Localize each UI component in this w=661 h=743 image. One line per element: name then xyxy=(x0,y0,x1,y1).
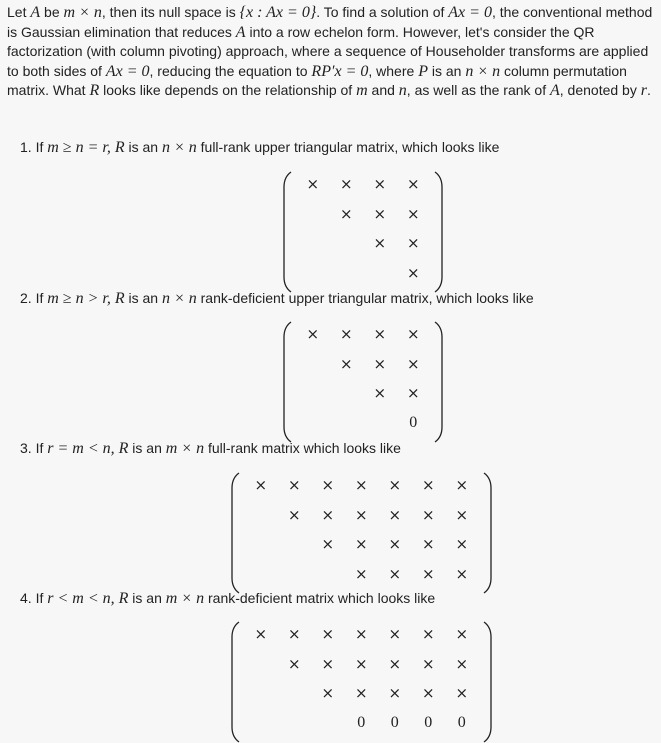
matrix-nonzero-entry: × xyxy=(339,175,353,193)
intro-text: into a row echelon form. However, let's consider the QR factorization (with column pivoting) approach, where a sequence of Householder transforms are applied to both sides of xyxy=(7,23,649,79)
matrix-nonzero-entry: × xyxy=(455,564,469,583)
matrix-nonzero-entry: × xyxy=(354,684,368,702)
case-dims: n × n xyxy=(161,290,197,307)
matrix-nonzero-entry: × xyxy=(321,535,335,553)
case-condition: r < m < n, R xyxy=(47,590,129,607)
matrix-nonzero-entry: × xyxy=(321,654,335,673)
matrix-nonzero-entry: × xyxy=(421,654,435,673)
matrix-zero-entry: 0 xyxy=(390,713,399,731)
matrix-nonzero-entry: × xyxy=(321,625,335,643)
matrix-nonzero-entry: × xyxy=(388,535,402,553)
matrix-zero-entry: 0 xyxy=(457,713,466,731)
math-dims: n × n xyxy=(465,62,501,80)
matrix-zero-entry: 0 xyxy=(424,713,433,731)
intro-text: , then its null space is xyxy=(101,4,240,20)
matrix-nonzero-entry: × xyxy=(373,354,387,373)
matrix-nonzero-entry: × xyxy=(287,654,301,673)
matrix-nonzero-entry: × xyxy=(455,625,469,643)
intro-text: , where xyxy=(368,62,419,79)
matrix-nonzero-entry: × xyxy=(306,175,320,193)
matrix-nonzero-entry: × xyxy=(406,263,420,282)
matrix-nonzero-entry: × xyxy=(406,234,420,252)
matrix-nonzero-entry: × xyxy=(354,505,368,524)
intro-text: , denoted by xyxy=(559,82,641,99)
case-condition: r = m < n, R xyxy=(47,440,129,457)
math-nullspace: {x : Ax = 0} xyxy=(239,4,317,21)
matrix-nonzero-entry: × xyxy=(421,535,435,553)
intro-text: looks like depends on the relationship of xyxy=(99,82,357,99)
math-equation: Ax = 0 xyxy=(448,4,492,21)
case-3-heading: 3. If r = m < n, R is an m × n full-rank matrix which looks like xyxy=(20,440,401,457)
intro-text: column permutation matrix. What xyxy=(7,62,627,99)
matrix-nonzero-entry: × xyxy=(373,384,387,402)
case-1-heading: 1. If m ≥ n = r, R is an n × n full-rank upper triangular matrix, which looks like xyxy=(20,139,500,156)
intro-text: , the conventional method is Gaussian elimination that reduces xyxy=(7,4,653,40)
math-P: P xyxy=(418,62,428,80)
math-A: A xyxy=(549,82,560,100)
matrix-nonzero-entry: × xyxy=(388,684,402,702)
matrix-nonzero-entry: × xyxy=(421,505,435,524)
matrix-nonzero-entry: × xyxy=(406,354,420,373)
case-condition: m ≥ n = r, R xyxy=(47,139,125,156)
case-dims: n × n xyxy=(161,139,197,156)
math-m: m xyxy=(356,82,368,100)
left-paren xyxy=(283,171,293,293)
matrix-nonzero-entry: × xyxy=(406,384,420,402)
matrix-nonzero-entry: × xyxy=(421,684,435,702)
matrix-nonzero-entry: × xyxy=(254,625,268,643)
case-4-heading: 4. If r < m < n, R is an m × n rank-deficient matrix which looks like xyxy=(20,590,436,607)
intro-text: Let xyxy=(7,4,31,20)
math-r: r xyxy=(640,82,647,100)
matrix-nonzero-entry: × xyxy=(321,684,335,702)
case-2-heading: 2. If m ≥ n > r, R is an n × n rank-deficient upper triangular matrix, which looks like xyxy=(20,290,534,307)
matrix-nonzero-entry: × xyxy=(388,476,402,494)
intro-paragraph xyxy=(7,3,657,101)
matrix-nonzero-entry: × xyxy=(354,535,368,553)
matrix-nonzero-entry: × xyxy=(421,476,435,494)
math-n: n xyxy=(398,82,407,100)
case-dims: m × n xyxy=(165,440,205,457)
matrix-nonzero-entry: × xyxy=(388,505,402,524)
matrix-nonzero-entry: × xyxy=(455,684,469,702)
right-paren xyxy=(433,171,443,293)
matrix-nonzero-entry: × xyxy=(321,505,335,524)
math-A: A xyxy=(30,4,41,21)
intro-text: be xyxy=(40,4,64,20)
math-dims: m × n xyxy=(63,4,102,21)
case-dims: m × n xyxy=(165,590,205,607)
intro-text: , as well as the rank of xyxy=(406,82,550,99)
math-R: R xyxy=(89,82,100,100)
matrix-nonzero-entry: × xyxy=(373,204,387,223)
right-paren xyxy=(433,321,443,443)
matrix-nonzero-entry: × xyxy=(373,325,387,343)
matrix-nonzero-entry: × xyxy=(287,505,301,524)
matrix-nonzero-entry: × xyxy=(339,354,353,373)
matrix-nonzero-entry: × xyxy=(306,325,320,343)
intro-text: , reducing the equation to xyxy=(149,62,312,79)
matrix-nonzero-entry: × xyxy=(339,204,353,223)
matrix-nonzero-entry: × xyxy=(254,476,268,494)
matrix-zero-entry: 0 xyxy=(357,713,366,731)
matrix-nonzero-entry: × xyxy=(421,625,435,643)
matrix-nonzero-entry: × xyxy=(339,325,353,343)
matrix-nonzero-entry: × xyxy=(354,564,368,583)
matrix-nonzero-entry: × xyxy=(388,654,402,673)
matrix-nonzero-entry: × xyxy=(388,625,402,643)
left-paren xyxy=(231,472,241,594)
matrix-nonzero-entry: × xyxy=(287,625,301,643)
matrix-nonzero-entry: × xyxy=(406,175,420,193)
matrix-nonzero-entry: × xyxy=(455,476,469,494)
matrix-case-3 xyxy=(231,472,492,594)
math-equation: Ax = 0 xyxy=(105,62,150,80)
matrix-nonzero-entry: × xyxy=(354,654,368,673)
matrix-nonzero-entry: × xyxy=(455,654,469,673)
matrix-nonzero-entry: × xyxy=(388,564,402,583)
math-reduced-equation: RP′x = 0 xyxy=(311,62,369,80)
case-condition: m ≥ n > r, R xyxy=(47,290,125,307)
matrix-nonzero-entry: × xyxy=(455,535,469,553)
matrix-nonzero-entry: × xyxy=(354,625,368,643)
matrix-nonzero-entry: × xyxy=(406,204,420,223)
matrix-case-1 xyxy=(283,171,443,293)
matrix-nonzero-entry: × xyxy=(421,564,435,583)
math-A: A xyxy=(235,23,246,41)
matrix-nonzero-entry: × xyxy=(406,325,420,343)
intro-text: . To find a solution of xyxy=(316,4,449,20)
matrix-nonzero-entry: × xyxy=(321,476,335,494)
intro-text: . xyxy=(646,82,651,99)
matrix-nonzero-entry: × xyxy=(373,175,387,193)
matrix-zero-entry: 0 xyxy=(409,413,418,431)
matrix-nonzero-entry: × xyxy=(287,476,301,494)
right-paren xyxy=(482,472,492,594)
matrix-nonzero-entry: × xyxy=(354,476,368,494)
intro-text: is an xyxy=(427,62,466,79)
matrix-nonzero-entry: × xyxy=(455,505,469,524)
matrix-nonzero-entry: × xyxy=(373,234,387,252)
left-paren xyxy=(283,321,293,443)
matrix-case-2 xyxy=(283,321,443,443)
intro-text: and xyxy=(367,82,399,99)
